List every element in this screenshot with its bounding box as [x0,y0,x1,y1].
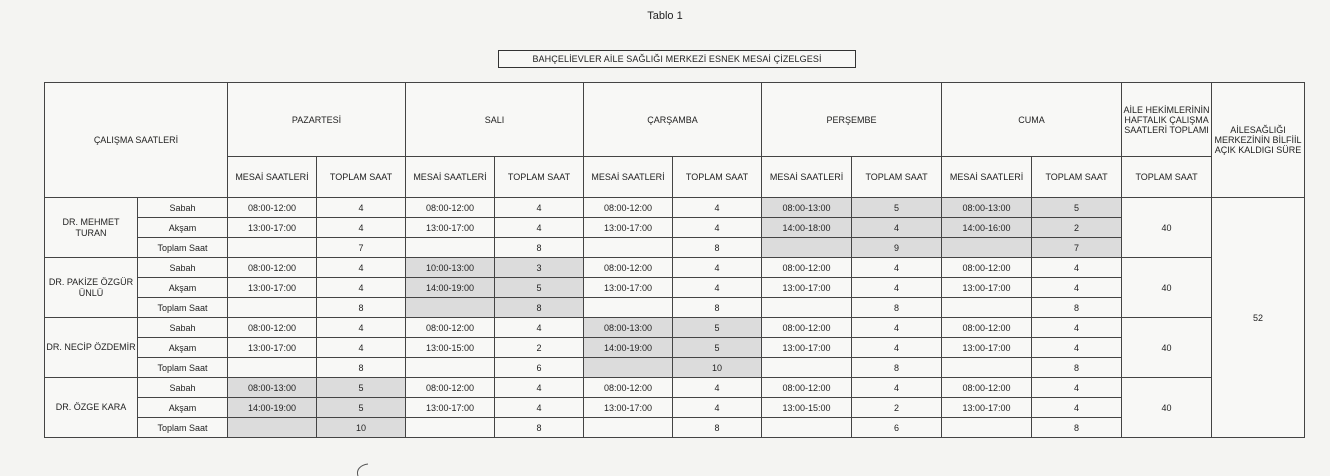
weekly-total: 40 [1122,318,1212,378]
toplam-saat-cell: 5 [1032,198,1122,218]
toplam-saat-cell: 4 [317,338,406,358]
mesai-saatleri-cell [228,358,317,378]
toplam-saat-cell: 5 [673,338,762,358]
subheader-mesai: MESAİ SAATLERİ [406,157,495,198]
toplam-saat-cell: 4 [317,278,406,298]
mesai-saatleri-cell: 13:00-17:00 [228,278,317,298]
subheader-mesai: MESAİ SAATLERİ [584,157,673,198]
mesai-saatleri-cell: 13:00-17:00 [942,278,1032,298]
mesai-saatleri-cell [406,298,495,318]
mesai-saatleri-cell: 08:00-12:00 [584,198,673,218]
toplam-saat-cell: 6 [852,418,942,438]
toplam-saat-cell: 8 [495,298,584,318]
toplam-saat-cell: 8 [495,418,584,438]
mesai-saatleri-cell: 08:00-12:00 [406,378,495,398]
header-calisma-saatleri: ÇALIŞMA SAATLERİ [45,83,228,198]
row-label: Toplam Saat [138,238,228,258]
toplam-saat-cell: 8 [673,238,762,258]
row-label: Akşam [138,338,228,358]
toplam-saat-cell: 4 [1032,398,1122,418]
mesai-saatleri-cell: 08:00-12:00 [228,198,317,218]
doctor-name: DR. PAKİZE ÖZGÜR ÜNLÜ [45,258,138,318]
subheader-mesai: MESAİ SAATLERİ [228,157,317,198]
doctor-name: DR. ÖZGE KARA [45,378,138,438]
toplam-saat-cell: 4 [317,198,406,218]
doctor-name: DR. MEHMET TURAN [45,198,138,258]
row-label: Akşam [138,218,228,238]
weekly-total: 40 [1122,258,1212,318]
mesai-saatleri-cell [762,298,852,318]
toplam-saat-cell: 4 [673,218,762,238]
doctor-name: DR. NECİP ÖZDEMİR [45,318,138,378]
toplam-saat-cell: 4 [673,398,762,418]
mesai-saatleri-cell [406,418,495,438]
weekly-total: 40 [1122,378,1212,438]
table-row [45,398,1305,418]
mesai-saatleri-cell: 13:00-15:00 [762,398,852,418]
mesai-saatleri-cell: 08:00-13:00 [228,378,317,398]
toplam-saat-cell: 4 [673,378,762,398]
mesai-saatleri-cell [584,238,673,258]
center-open-duration: 52 [1212,198,1305,438]
mesai-saatleri-cell: 08:00-12:00 [584,378,673,398]
header-haftalik-toplam: AİLE HEKİMLERİNİN HAFTALIK ÇALIŞMA SAATLERİ TOPLAMI [1122,83,1212,157]
row-label: Sabah [138,378,228,398]
mesai-saatleri-cell: 08:00-12:00 [762,318,852,338]
mesai-saatleri-cell: 08:00-13:00 [942,198,1032,218]
mesai-saatleri-cell: 13:00-17:00 [228,218,317,238]
toplam-saat-cell: 4 [852,218,942,238]
mesai-saatleri-cell: 08:00-12:00 [228,258,317,278]
mesai-saatleri-cell: 13:00-17:00 [584,218,673,238]
table-row [45,378,1305,398]
row-label: Akşam [138,398,228,418]
mesai-saatleri-cell: 13:00-15:00 [406,338,495,358]
toplam-saat-cell: 5 [317,398,406,418]
toplam-saat-cell: 8 [852,298,942,318]
mesai-saatleri-cell: 13:00-17:00 [584,278,673,298]
toplam-saat-cell: 4 [673,278,762,298]
mesai-saatleri-cell: 13:00-17:00 [762,338,852,358]
table-caption: Tablo 1 [647,10,683,22]
mesai-saatleri-cell: 14:00-19:00 [406,278,495,298]
mesai-saatleri-cell [762,238,852,258]
mesai-saatleri-cell: 13:00-17:00 [406,398,495,418]
row-label: Sabah [138,318,228,338]
row-label: Sabah [138,258,228,278]
mesai-saatleri-cell: 14:00-18:00 [762,218,852,238]
row-label: Toplam Saat [138,298,228,318]
subheader-mesai: MESAİ SAATLERİ [942,157,1032,198]
subheader-toplam: TOPLAM SAAT [673,157,762,198]
toplam-saat-cell: 4 [1032,318,1122,338]
toplam-saat-cell: 4 [673,258,762,278]
toplam-saat-cell: 5 [673,318,762,338]
row-label: Akşam [138,278,228,298]
toplam-saat-cell: 5 [495,278,584,298]
mesai-saatleri-cell: 13:00-17:00 [406,218,495,238]
mesai-saatleri-cell: 08:00-12:00 [942,378,1032,398]
mesai-saatleri-cell: 08:00-12:00 [406,318,495,338]
mesai-saatleri-cell: 14:00-19:00 [228,398,317,418]
mesai-saatleri-cell [942,358,1032,378]
toplam-saat-cell: 4 [852,258,942,278]
mesai-saatleri-cell [228,418,317,438]
row-label: Toplam Saat [138,418,228,438]
mesai-saatleri-cell: 08:00-13:00 [762,198,852,218]
table-row [45,318,1305,338]
mesai-saatleri-cell [584,358,673,378]
mesai-saatleri-cell: 08:00-12:00 [942,318,1032,338]
table-row [45,418,1305,438]
mesai-saatleri-cell: 13:00-17:00 [762,278,852,298]
toplam-saat-cell: 2 [1032,218,1122,238]
toplam-saat-cell: 4 [317,318,406,338]
toplam-saat-cell: 8 [1032,298,1122,318]
toplam-saat-cell: 5 [852,198,942,218]
toplam-saat-cell: 8 [1032,358,1122,378]
mesai-saatleri-cell: 08:00-12:00 [762,378,852,398]
toplam-saat-cell: 2 [495,338,584,358]
toplam-saat-cell: 7 [1032,238,1122,258]
schedule-table [44,82,1305,438]
header-day: SALI [406,83,584,157]
toplam-saat-cell: 4 [495,318,584,338]
toplam-saat-cell: 4 [673,198,762,218]
toplam-saat-cell: 4 [495,218,584,238]
mesai-saatleri-cell: 08:00-12:00 [228,318,317,338]
toplam-saat-cell: 8 [495,238,584,258]
subheader-toplam: TOPLAM SAAT [317,157,406,198]
mesai-saatleri-cell: 13:00-17:00 [942,338,1032,358]
mesai-saatleri-cell [942,238,1032,258]
toplam-saat-cell: 4 [317,258,406,278]
table-row [45,338,1305,358]
toplam-saat-cell: 2 [852,398,942,418]
toplam-saat-cell: 4 [1032,378,1122,398]
subheader-toplam: TOPLAM SAAT [1032,157,1122,198]
toplam-saat-cell: 7 [317,238,406,258]
toplam-saat-cell: 4 [495,198,584,218]
mesai-saatleri-cell [406,238,495,258]
toplam-saat-cell: 6 [495,358,584,378]
toplam-saat-cell: 8 [1032,418,1122,438]
toplam-saat-cell: 4 [495,378,584,398]
mesai-saatleri-cell [762,358,852,378]
toplam-saat-cell: 9 [852,238,942,258]
mesai-saatleri-cell: 13:00-17:00 [228,338,317,358]
table-row [45,218,1305,238]
mesai-saatleri-cell [762,418,852,438]
mesai-saatleri-cell [584,418,673,438]
mesai-saatleri-cell: 08:00-12:00 [406,198,495,218]
toplam-saat-cell: 10 [673,358,762,378]
toplam-saat-cell: 4 [1032,278,1122,298]
mesai-saatleri-cell [584,298,673,318]
toplam-saat-cell: 5 [317,378,406,398]
toplam-saat-cell: 4 [1032,338,1122,358]
toplam-saat-cell: 8 [317,358,406,378]
mesai-saatleri-cell [942,298,1032,318]
subheader-toplam: TOPLAM SAAT [852,157,942,198]
toplam-saat-cell: 8 [673,298,762,318]
toplam-saat-cell: 4 [852,318,942,338]
document-title: BAHÇELİEVLER AİLE SAĞLIĞI MERKEZİ ESNEK MESAİ ÇİZELGESİ [498,50,856,68]
toplam-saat-cell: 4 [317,218,406,238]
mesai-saatleri-cell: 08:00-12:00 [584,258,673,278]
table-row [45,298,1305,318]
toplam-saat-cell: 4 [852,338,942,358]
toplam-saat-cell: 4 [852,278,942,298]
toplam-saat-cell: 4 [852,378,942,398]
mesai-saatleri-cell: 13:00-17:00 [584,398,673,418]
mesai-saatleri-cell: 08:00-12:00 [762,258,852,278]
table-row [45,198,1305,218]
subheader-toplam: TOPLAM SAAT [495,157,584,198]
header-day: PERŞEMBE [762,83,942,157]
table-row [45,278,1305,298]
mesai-saatleri-cell: 08:00-12:00 [942,258,1032,278]
toplam-saat-cell: 3 [495,258,584,278]
mesai-saatleri-cell [228,238,317,258]
mesai-saatleri-cell: 13:00-17:00 [942,398,1032,418]
mesai-saatleri-cell [406,358,495,378]
mesai-saatleri-cell: 14:00-16:00 [942,218,1032,238]
table-row [45,258,1305,278]
toplam-saat-cell: 10 [317,418,406,438]
header-day: PAZARTESİ [228,83,406,157]
header-day: CUMA [942,83,1122,157]
mesai-saatleri-cell [942,418,1032,438]
mesai-saatleri-cell [228,298,317,318]
row-label: Toplam Saat [138,358,228,378]
signature-mark [348,462,378,476]
toplam-saat-cell: 4 [1032,258,1122,278]
mesai-saatleri-cell: 08:00-13:00 [584,318,673,338]
table-row [45,358,1305,378]
mesai-saatleri-cell: 10:00-13:00 [406,258,495,278]
toplam-saat-cell: 4 [495,398,584,418]
weekly-total: 40 [1122,198,1212,258]
table-row [45,238,1305,258]
subheader-mesai: MESAİ SAATLERİ [762,157,852,198]
row-label: Sabah [138,198,228,218]
header-day: ÇARŞAMBA [584,83,762,157]
header-acik-kaldigi-sure: AİLESAĞLIĞI MERKEZİNİN BİLFİİL AÇIK KALDIGI SÜRE [1212,83,1305,198]
toplam-saat-cell: 8 [317,298,406,318]
subheader-toplam: TOPLAM SAAT [1122,157,1212,198]
mesai-saatleri-cell: 14:00-19:00 [584,338,673,358]
toplam-saat-cell: 8 [673,418,762,438]
toplam-saat-cell: 8 [852,358,942,378]
